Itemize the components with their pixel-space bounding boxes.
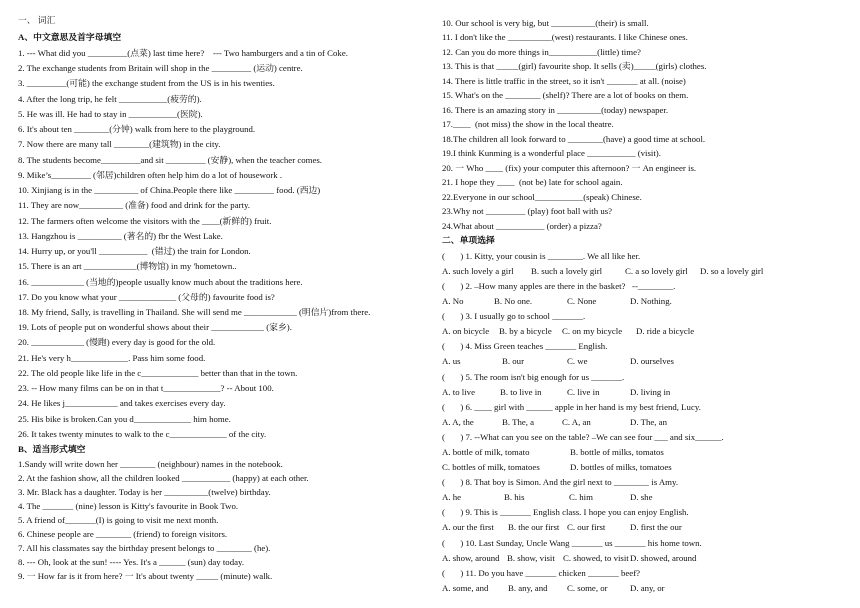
vocab-item: 10. Xinjiang is in the __________ of China.People there like _________ food. (西边): [18, 185, 321, 196]
fill-form-item: 5. A friend of_______(I) is going to visit me next month.: [18, 515, 219, 526]
mc-option: A. show, around: [442, 552, 500, 563]
mc-option: D. any, or: [630, 582, 665, 593]
mc-option-row: [442, 294, 852, 309]
fill-form-item: 12. Can you do more things in___________(little) time?: [442, 46, 641, 57]
vocab-item: 23. -- How many films can be on in that t_____________? -- About 100.: [18, 383, 274, 394]
mc-option: C. A, an: [562, 416, 591, 427]
mc-option-row: [442, 385, 852, 400]
vocab-item: 20. ____________ (慢跑) every day is good for the old.: [18, 337, 216, 348]
vocab-item: 12. The farmers often welcome the visitors with the ____(新鲜的) fruit.: [18, 215, 272, 226]
part-b-items: [18, 457, 433, 583]
vocab-item: 15. There is an art ____________(博物馆) in my 'hometown..: [18, 261, 237, 272]
section-title-vocabulary: 一、 词汇: [18, 15, 56, 25]
part-b-title: B、适当形式填空: [18, 444, 86, 455]
multiple-choice-list: [442, 249, 852, 596]
mc-option: B. bottle of milks, tomatos: [570, 446, 664, 457]
mc-question: ( ) 5. The room isn't big enough for us _______.: [442, 371, 625, 382]
fill-form-item: 19.I think Kunming is a wonderful place ___________ (visit).: [442, 148, 661, 159]
mc-option: D. showed, around: [630, 552, 697, 563]
mc-option: A. to live: [442, 386, 475, 397]
mc-option: D. Nothing.: [630, 296, 672, 307]
vocab-item: 14. Hurry up, or you'll ___________ (错过) the train for London.: [18, 246, 251, 257]
mc-option: C. our first: [567, 522, 606, 533]
mc-option-row: [442, 551, 852, 566]
mc-option: B. his: [504, 492, 525, 503]
mc-option: C. showed, to visit: [563, 552, 629, 563]
mc-option: B. No one.: [494, 296, 533, 307]
mc-option-row: [442, 354, 852, 369]
mc-option-row: [442, 415, 852, 430]
mc-question: ( ) 1. Kitty, your cousin is ________. We all like her.: [442, 250, 641, 261]
fill-form-item: 7. All his classmates say the birthday present belongs to ________ (he).: [18, 543, 271, 554]
vocab-item: 6. It's about ten ________(分钟) walk from here to the playground.: [18, 124, 256, 135]
mc-option-row: [442, 264, 852, 279]
fill-form-item: 22.Everyone in our school___________(speak) Chinese.: [442, 191, 642, 202]
vocab-item: 18. My friend, Sally, is travelling in Thailand. She will send me ____________ (明信片)from there.: [18, 306, 371, 317]
vocab-item: 4. After the long trip, he felt ___________(疲劳的).: [18, 93, 202, 104]
fill-form-item: 21. I hope they ____ (not be) late for school again.: [442, 177, 623, 188]
vocab-item: 16. ____________ (当地的)people usually know much about the traditions here.: [18, 276, 303, 287]
part-a-title: A、中文意思及首字母填空: [18, 32, 122, 42]
mc-question: ( ) 3. I usually go to school _______.: [442, 311, 586, 322]
vocab-item: 19. Lots of people put on wonderful shows about their ____________ (家乡).: [18, 322, 292, 333]
mc-option: B. any, and: [508, 582, 548, 593]
vocab-item: 3. _________(可能) the exchange student from the US is in his twenties.: [18, 78, 275, 89]
mc-question: ( ) 8. That boy is Simon. And the girl next to ________ is Amy.: [442, 477, 679, 488]
mc-option-row: [442, 490, 852, 505]
mc-option: B. show, visit: [507, 552, 555, 563]
fill-form-item: 14. There is little traffic in the street, so it isn't _______ at all. (noise): [442, 75, 686, 86]
vocab-item: 21. He's very h_____________. Pass him some food.: [18, 352, 206, 363]
vocab-item: 2. The exchange students from Britain will shop in the _________ (运动) centre.: [18, 63, 303, 74]
mc-option: B. our: [502, 356, 524, 367]
mc-option: C. we: [567, 356, 588, 367]
mc-option: C. on my bicycle: [562, 326, 623, 337]
mc-option: A. bottle of milk, tomato: [442, 446, 530, 457]
mc-question: ( ) 2. –How many apples are there in the basket? --________.: [442, 280, 676, 291]
vocab-item: 24. He likes j____________ and takes exercises every day.: [18, 398, 226, 409]
mc-option: B. to live in: [500, 386, 542, 397]
mc-question: ( ) 4. Miss Green teaches _______ English.: [442, 341, 608, 352]
mc-question: ( ) 11. Do you have _______ chicken _______ beef?: [442, 567, 641, 578]
fill-form-item: 13. This is that _____(girl) favourite shop. It sells (卖)_____(girls) clothes.: [442, 61, 707, 72]
mc-question: ( ) 10. Last Sunday, Uncle Wang _______ us _______ his home town.: [442, 537, 702, 548]
fill-form-item: 18.The children all look forward to ________(have) a good time at school.: [442, 133, 706, 144]
vocab-item: 22. The old people like life in the c_____________ better than that in the town.: [18, 367, 298, 378]
mc-option-row: [442, 445, 852, 460]
section-title-multiple-choice: 二、单项选择: [442, 235, 495, 246]
mc-question: ( ) 6. ____ girl with ______ apple in her hand is my best friend, Lucy.: [442, 401, 701, 412]
mc-option: A. some, and: [442, 582, 489, 593]
mc-option: A. us: [442, 356, 461, 367]
part-a-items: [18, 46, 433, 442]
mc-option: A. such lovely a girl: [442, 265, 514, 276]
mc-option: C. some, or: [567, 582, 608, 593]
mc-option-row: [442, 324, 852, 339]
vocab-item: 7. Now there are many tall ________(建筑物) in the city.: [18, 139, 221, 150]
mc-option: B. such a lovely girl: [531, 265, 603, 276]
mc-option: C. a so lovely girl: [625, 265, 688, 276]
vocab-item: 5. He was ill. He had to stay in ___________(医院).: [18, 108, 203, 119]
mc-option: A. on bicycle: [442, 326, 490, 337]
vocab-item: 9. Mike’s_________ (邻居)children often help him do a lot of housework .: [18, 169, 283, 180]
mc-question: ( ) 7. --What can you see on the table? –We can see four ___ and six______.: [442, 431, 724, 442]
mc-option: D. The, an: [630, 416, 667, 427]
fill-form-item: 9. 一 How far is it from here? 一 It's about twenty _____ (minute) walk.: [18, 571, 273, 582]
fill-form-item: 24.What about ___________ (order) a pizza?: [442, 220, 602, 231]
fill-form-item: 20. 一 Who ____ (fix) your computer this afternoon? 一 An engineer is.: [442, 162, 697, 173]
mc-option: D. ride a bicycle: [636, 326, 695, 337]
fill-form-item: 23.Why not _________ (play) foot ball with us?: [442, 206, 613, 217]
mc-option: C. him: [569, 492, 593, 503]
right-column: [442, 16, 852, 596]
mc-option: C. live in: [567, 386, 600, 397]
mc-option: B. The, a: [502, 416, 535, 427]
fill-form-item: 10. Our school is very big, but __________(their) is small.: [442, 17, 649, 28]
part-b-items-continued: [442, 16, 852, 234]
fill-form-item: 3. Mr. Black has a daughter. Today is her __________(twelve) birthday.: [18, 487, 271, 498]
vocab-item: 13. Hangzhou is __________ (著名的) fbr the West Lake.: [18, 230, 223, 241]
vocab-item: 25. His bike is broken.Can you d_____________ him home.: [18, 413, 231, 424]
fill-form-item: 17.____ (not miss) the show in the local theatre.: [442, 119, 614, 130]
mc-option: D. she: [630, 492, 653, 503]
vocab-item: 26. It takes twenty minutes to walk to the c_____________ of the city.: [18, 428, 267, 439]
vocab-item: 11. They are now__________ (准备) food and drink for the party.: [18, 200, 251, 211]
fill-form-item: 1.Sandy will write down her ________ (neighbour) names in the notebook.: [18, 459, 283, 470]
mc-option: D. ourselves: [630, 356, 674, 367]
mc-option: A. our the first: [442, 522, 494, 533]
mc-option: C. bottles of milk, tomatoes: [442, 462, 540, 473]
mc-option: A. he: [442, 492, 462, 503]
fill-form-item: 6. Chinese people are ________ (friend) to foreign visitors.: [18, 529, 228, 540]
fill-form-item: 8. --- Oh, look at the sun! ---- Yes. It's a ______ (sun) day today.: [18, 557, 245, 568]
fill-form-item: 11. I don't like the __________(west) restaurants. I like Chinese ones.: [442, 32, 688, 43]
mc-option-row: [442, 520, 852, 535]
fill-form-item: 15. What's on the ________ (shelf)? There are a lot of books on them.: [442, 90, 689, 101]
mc-option-row: [442, 460, 852, 475]
fill-form-item: 4. The _______ (nine) lesson is Kitty's favourite in Book Two.: [18, 501, 239, 512]
mc-option: D. first the our: [630, 522, 682, 533]
left-column: [18, 12, 433, 583]
mc-option: D. bottles of milks, tomatoes: [570, 462, 672, 473]
fill-form-item: 16. There is an amazing story in __________(today) newspaper.: [442, 104, 669, 115]
mc-option: D. living in: [630, 386, 671, 397]
vocab-item: 17. Do you know what your _____________ (父母的) favourite food is?: [18, 291, 275, 302]
mc-option-row: [442, 581, 852, 596]
mc-option: C. None: [567, 296, 597, 307]
mc-option: A. No: [442, 296, 464, 307]
mc-option: B. the our first: [508, 522, 560, 533]
vocab-item: 8. The students become_________and sit _________ (安静), when the teacher comes.: [18, 154, 322, 165]
mc-option: B. by a bicycle: [499, 326, 552, 337]
mc-question: ( ) 9. This is _______ English class. I hope you can enjoy English.: [442, 507, 689, 518]
mc-option: A. A, the: [442, 416, 474, 427]
fill-form-item: 2. At the fashion show, all the children looked ___________ (happy) at each other.: [18, 473, 309, 484]
mc-option: D. so a lovely girl: [700, 265, 764, 276]
vocab-item: 1. --- What did you _________(点菜) last time here? --- Two hamburgers and a tin of Coke.: [18, 48, 348, 58]
